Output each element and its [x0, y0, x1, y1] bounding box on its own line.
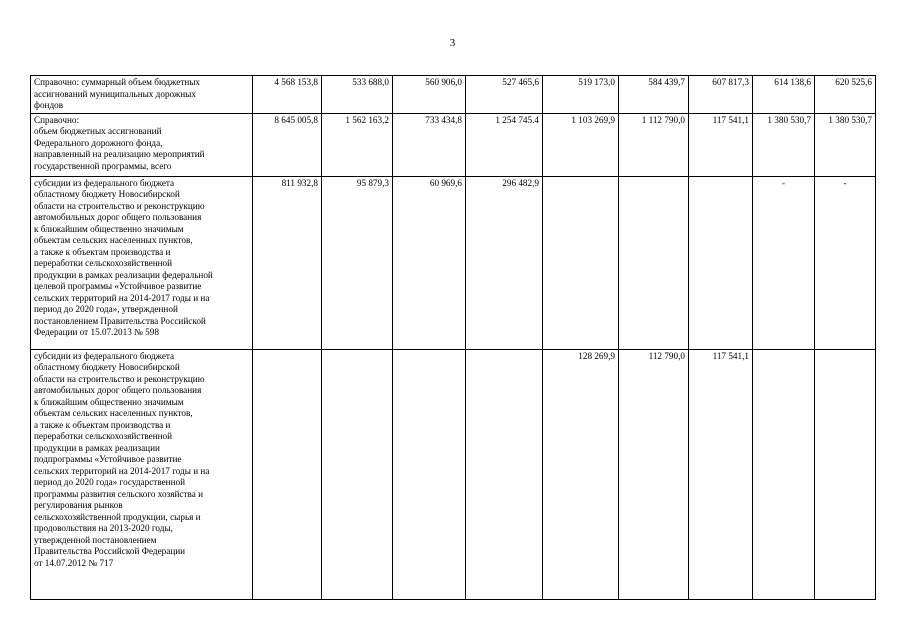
value-cell — [466, 349, 543, 599]
value-cell: 1 254 745.4 — [466, 113, 543, 176]
value-cell: - — [815, 176, 876, 349]
value-cell: 8 645 005,8 — [253, 113, 322, 176]
value-cell: 1 562 163,2 — [322, 113, 393, 176]
value-cell: 620 525,6 — [815, 76, 876, 114]
value-cell: 607 817,3 — [689, 76, 753, 114]
value-cell: 527 465,6 — [466, 76, 543, 114]
value-cell: 296 482,9 — [466, 176, 543, 349]
table-row — [31, 349, 876, 599]
value-cell: 1 380 530,7 — [815, 113, 876, 176]
budget-table-body — [31, 76, 876, 600]
value-cell: 560 906,0 — [393, 76, 466, 114]
value-cell: 1 103 269,9 — [543, 113, 619, 176]
value-cell: 614 138,6 — [753, 76, 815, 114]
budget-table — [30, 75, 876, 600]
page-number: 3 — [449, 37, 456, 49]
value-cell: 533 688,0 — [322, 76, 393, 114]
value-cell — [322, 349, 393, 599]
value-cell: 95 879,3 — [322, 176, 393, 349]
value-cell: 1 112 790,0 — [619, 113, 689, 176]
value-cell: 4 568 153,8 — [253, 76, 322, 114]
row-label: субсидии из федерального бюджета областному бюджету Новосибирской области на строительство и реконструкцию автомобильных дорог общего пользования к ближайшим общественно значимым объектам сельских населенных пунктов, а также к объектам производства и переработки сельскохозяйственной продукции в рамках реализации федеральной целевой программы «Устойчивое развитие сельских территорий на 2014-2017 годы и на период до 2020 года», утвержденной постановлением Правительства Российской Федерации от 15.07.2013 № 598 — [31, 176, 253, 349]
row-label: Справочно: суммарный объем бюджетных ассигнований муниципальных дорожных фондов — [31, 76, 253, 114]
table-row — [31, 176, 876, 349]
value-cell: 117 541,1 — [689, 113, 753, 176]
table-row — [31, 76, 876, 114]
value-cell: 128 269,9 — [543, 349, 619, 599]
value-cell: - — [753, 176, 815, 349]
value-cell: 1 380 530,7 — [753, 113, 815, 176]
row-label: Справочно: объем бюджетных ассигнований Федерального дорожного фонда, направленный на реализацию мероприятий государственной программы, всего — [31, 113, 253, 176]
table-row — [31, 113, 876, 176]
value-cell: 733 434,8 — [393, 113, 466, 176]
row-label: субсидии из федерального бюджета областному бюджету Новосибирской области на строительство и реконструкцию автомобильных дорог общего пользования к ближайшим общественно значимым объектам сельских населенных пунктов, а также к объектам производства и переработки сельскохозяйственной продукции в рамках реализации подпрограммы «Устойчивое развитие сельских территорий на 2014-2017 годы и на период до 2020 года» государственной программы развития сельского хозяйства и регулирования рынков сельскохозяйственной продукции, сырья и продовольствия на 2013-2020 годы, утвержденной постановлением Правительства Российской Федерации от 14.07.2012 № 717 — [31, 349, 253, 599]
value-cell — [619, 176, 689, 349]
value-cell — [815, 349, 876, 599]
value-cell: 112 790,0 — [619, 349, 689, 599]
value-cell: 584 439,7 — [619, 76, 689, 114]
value-cell: 519 173,0 — [543, 76, 619, 114]
value-cell: 811 932,8 — [253, 176, 322, 349]
value-cell — [393, 349, 466, 599]
value-cell — [253, 349, 322, 599]
value-cell — [753, 349, 815, 599]
value-cell: 117 541,1 — [689, 349, 753, 599]
value-cell: 60 969,6 — [393, 176, 466, 349]
value-cell — [689, 176, 753, 349]
value-cell — [543, 176, 619, 349]
